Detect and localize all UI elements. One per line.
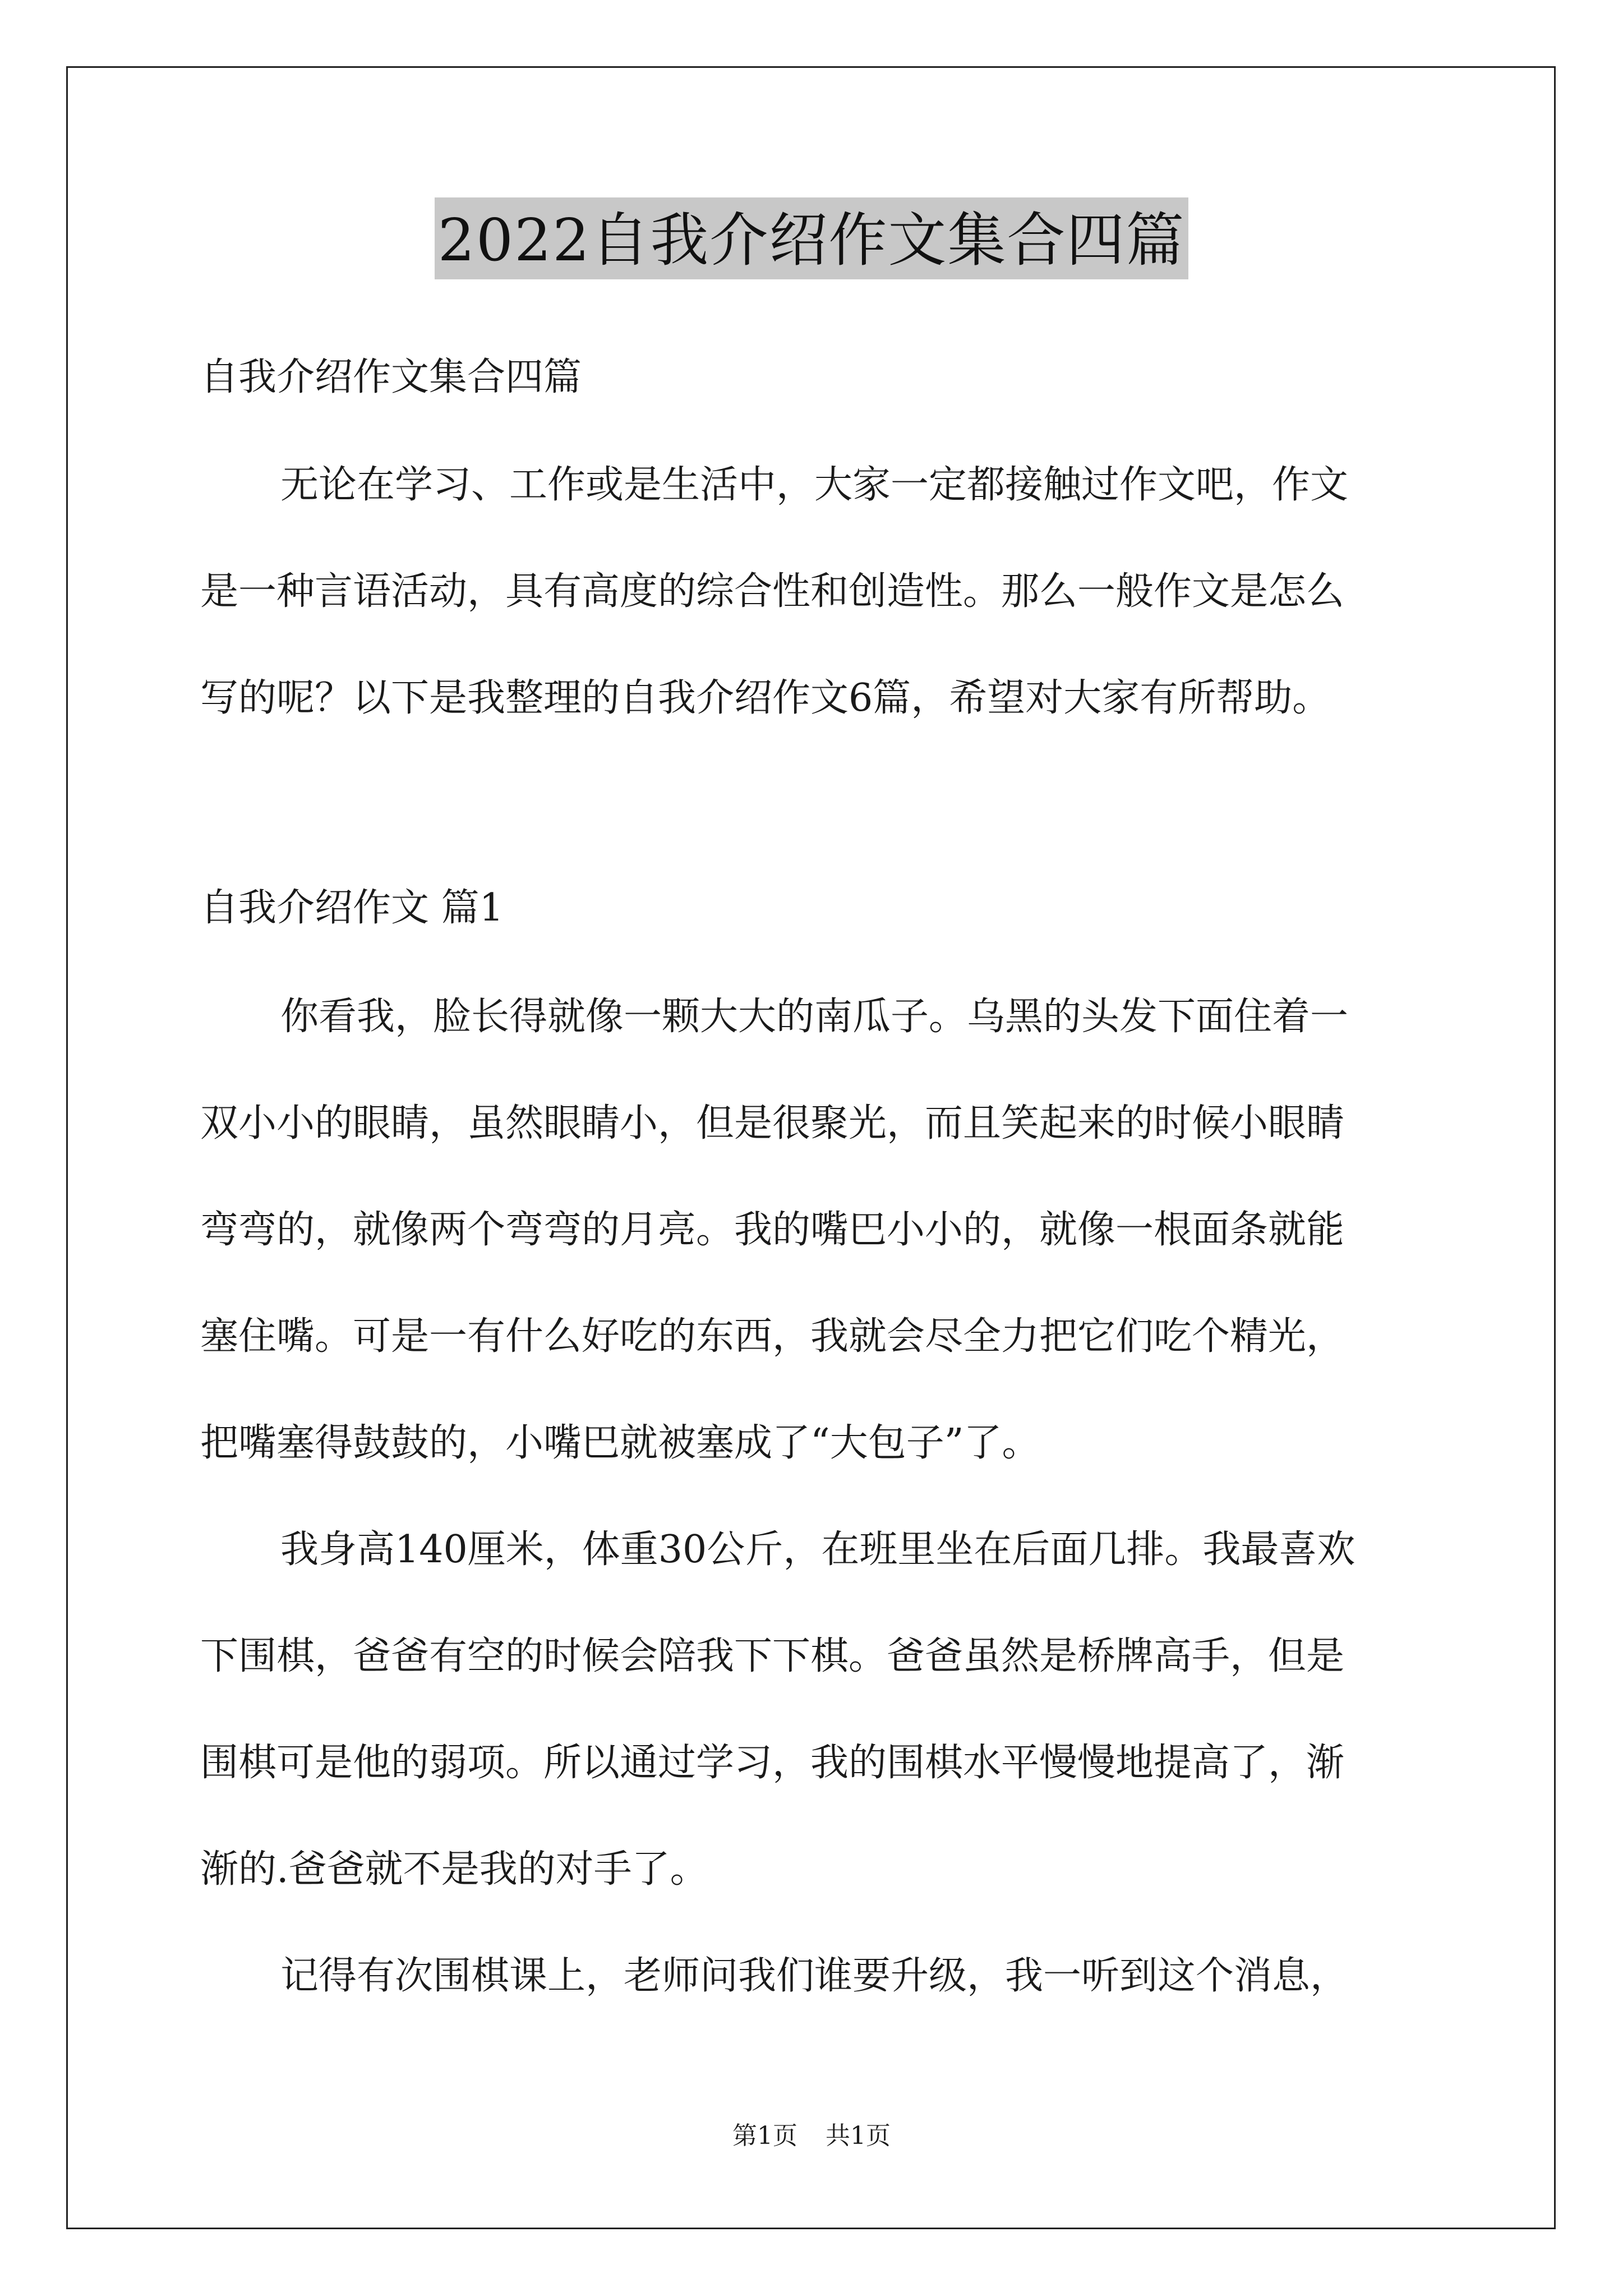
paragraph-line: 把嘴塞得鼓鼓的，小嘴巴就被塞成了“大包子”了。	[200, 1421, 1040, 1465]
intro-line: 写的呢？以下是我整理的自我介绍作文6篇，希望对大家有所帮助。	[200, 676, 1331, 720]
title-container	[0, 197, 1623, 279]
paragraph-line: 渐的.爸爸就不是我的对手了。	[200, 1847, 708, 1892]
intro-line: 是一种言语活动，具有高度的综合性和创造性。那么一般作文是怎么	[200, 569, 1345, 614]
page-footer	[0, 2119, 1623, 2153]
page-total: 共1页	[826, 2122, 891, 2150]
paragraph-line: 弯弯的，就像两个弯弯的月亮。我的嘴巴小小的，就像一根面条就能	[200, 1208, 1345, 1252]
intro-line: 无论在学习、工作或是生活中，大家一定都接触过作文吧，作文	[280, 463, 1349, 507]
document-subtitle: 自我介绍作文集合四篇	[200, 355, 582, 399]
paragraph-line: 下围棋，爸爸有空的时候会陪我下下棋。爸爸虽然是桥牌高手，但是	[200, 1634, 1345, 1678]
paragraph-line: 你看我，脸长得就像一颗大大的南瓜子。乌黑的头发下面住着一	[280, 995, 1349, 1039]
paragraph-line: 我身高140厘米，体重30公斤，在班里坐在后面几排。我最喜欢	[280, 1527, 1355, 1572]
paragraph-line: 记得有次围棋课上，老师问我们谁要升级，我一听到这个消息，	[280, 1954, 1349, 1998]
page-number: 第1页	[732, 2122, 797, 2150]
document-title: 2022自我介绍作文集合四篇	[435, 197, 1189, 279]
section-heading: 自我介绍作文 篇1	[200, 886, 504, 930]
paragraph-line: 围棋可是他的弱项。所以通过学习，我的围棋水平慢慢地提高了，渐	[200, 1741, 1345, 1785]
paragraph-line: 双小小的眼睛，虽然眼睛小，但是很聚光，而且笑起来的时候小眼睛	[200, 1101, 1345, 1145]
paragraph-line: 塞住嘴。可是一有什么好吃的东西，我就会尽全力把它们吃个精光，	[200, 1314, 1345, 1359]
